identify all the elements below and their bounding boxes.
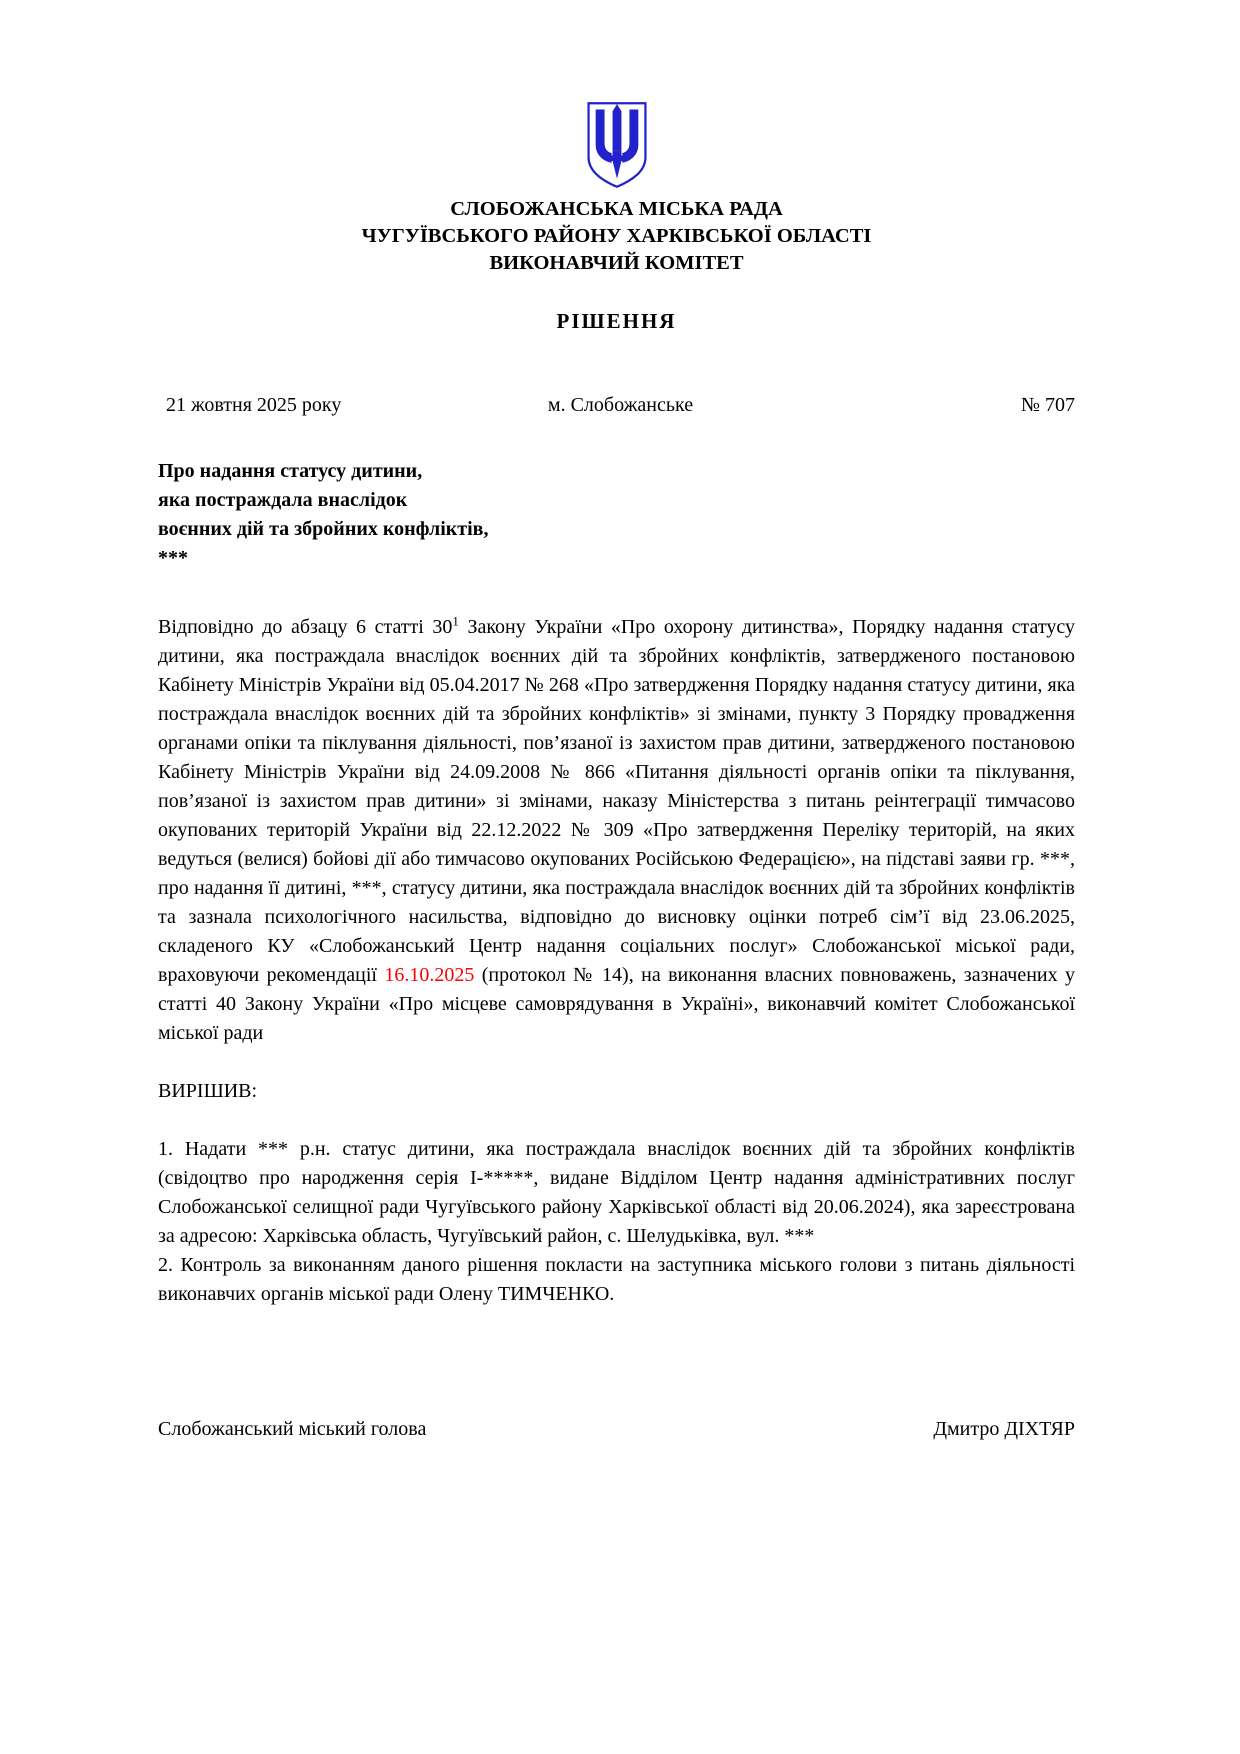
decision-item: 2. Контроль за виконанням даного рішення покласти на заступника міського голови з питань діяльності виконавчих органів міської ради Олену ТИМЧЕНКО. [158, 1254, 1075, 1305]
meta-date: 21 жовтня 2025 року [166, 394, 342, 416]
meta-number: № 707 [1020, 394, 1075, 416]
signature-name: Дмитро ДІХТЯР [933, 1418, 1075, 1440]
subject-line: яка постраждала внаслідок [158, 489, 408, 511]
decision-item: 1. Надати *** р.н. статус дитини, яка постраждала внаслідок воєнних дій та збройних конфліктів (свідоцтво про народження серія І-*****, видане Відділом Центр надання адміністративних послуг Слобожанської селищної ради Чугуївського району Харківської області від 20.06.2024), яка зареєстрована за адресою: Харківська область, Чугуївський район, с. Шелудьківка, вул. *** [158, 1138, 1075, 1247]
meta-place: м. Слобожанське [547, 394, 694, 416]
subject-line: воєнних дій та збройних конфліктів, [158, 518, 489, 540]
org-region: ЧУГУЇВСЬКОГО РАЙОНУ ХАРКІВСЬКОЇ ОБЛАСТІ [361, 225, 872, 247]
signature-title: Слобожанський міський голова [158, 1418, 427, 1440]
org-body: ВИКОНАВЧИЙ КОМІТЕТ [489, 252, 744, 274]
decision-items [158, 1135, 1075, 1309]
meta-row [158, 394, 1075, 417]
doc-type-title: РІШЕННЯ [556, 309, 677, 333]
preamble-text-1: Відповідно до абзацу 6 статті 30 [158, 616, 453, 638]
resolved-heading: ВИРІШИВ: [158, 1080, 258, 1102]
subject-line: *** [158, 547, 188, 569]
subject-block [158, 457, 718, 573]
preamble-paragraph [158, 613, 1075, 1048]
preamble-text-3: (протокол № 14), на виконання власних повноважень, зазначених у статті 40 Закону України «Про місцеве самоврядування в Україні», виконавчий комітет Слобожанської міської ради [158, 964, 1076, 1044]
subject-line: Про надання статусу дитини, [158, 460, 423, 482]
statute-superscript: 1 [452, 613, 459, 629]
trident-emblem-icon [585, 100, 649, 190]
org-name: СЛОБОЖАНСЬКА МІСЬКА РАДА [450, 198, 783, 220]
highlighted-date: 16.10.2025 [384, 964, 475, 986]
preamble-text-2: Закону України «Про охорону дитинства», Порядку надання статусу дитини, яка постраждала внаслідок воєнних дій та збройних конфліктів, затвердженого постановою Кабінету Міністрів України від 05.04.2017 № 268 «Про затвердження Порядку надання статусу дитини, яка постраждала внаслідок воєнних дій та збройних конфліктів» зі змінами, пункту 3 Порядку провадження органами опіки та піклування діяльності, пов’язаної із захистом прав дитини, затвердженого постановою Кабінету Міністрів України від 24.09.2008 № 866 «Питання діяльності органів опіки та піклування, пов’язаної із захистом прав дитини» зі змінами, наказу Міністерства з питань реінтеграції тимчасово окупованих територій України від 22.12.2022 № 309 «Про затвердження Переліку територій, на яких ведуться (велися) бойові дії або тимчасово окупованих Російською Федерацією», на підставі заяви гр. ***, про надання її дитині, ***, статусу дитини, яка постраждала внаслідок воєнних дій та збройних конфліктів та зазнала психологічного насильства, відповідно до висновку оцінки потреб сім’ї від 23.06.2025, складеного КУ «Слобожанський Центр надання соціальних послуг» Слобожанської міської ради, враховуючи рекомендації [158, 616, 1075, 986]
signature-row [158, 1415, 1075, 1444]
